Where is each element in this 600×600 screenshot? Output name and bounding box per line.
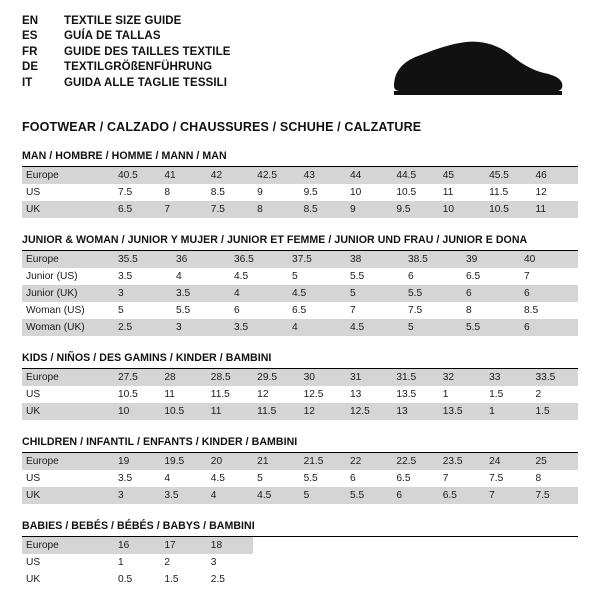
row-label: US [22, 554, 114, 571]
table-row [22, 453, 578, 470]
cell: 4.5 [230, 268, 288, 285]
section-title-junior-woman: JUNIOR & WOMAN / JUNIOR Y MUJER / JUNIOR ET FEMME / JUNIOR UND FRAU / JUNIOR E DONA [22, 234, 578, 251]
cell: 43 [300, 167, 346, 184]
language-code-fr: FR [22, 45, 38, 58]
cell: 24 [485, 453, 531, 470]
table-row [22, 369, 578, 386]
cell-empty [300, 537, 346, 554]
cell-empty [300, 554, 346, 571]
cell: 30 [300, 369, 346, 386]
cell: 7 [346, 302, 404, 319]
row-label: Europe [22, 251, 114, 268]
cell: 44.5 [392, 167, 438, 184]
table-row [22, 302, 578, 319]
cell: 17 [160, 537, 206, 554]
footwear-section-title: FOOTWEAR / CALZADO / CHAUSSURES / SCHUHE / CALZATURE [22, 120, 422, 134]
table-row [22, 571, 578, 588]
table-row [22, 386, 578, 403]
cell: 45.5 [485, 167, 531, 184]
cell: 5 [288, 268, 346, 285]
section-babies [22, 520, 578, 588]
cell: 37.5 [288, 251, 346, 268]
cell: 7.5 [404, 302, 462, 319]
cell-empty [485, 537, 531, 554]
language-row-de [22, 60, 231, 75]
cell: 7.5 [114, 184, 160, 201]
language-title-it: GUIDA ALLE TAGLIE TESSILI [64, 76, 228, 89]
cell: 9.5 [300, 184, 346, 201]
cell: 22.5 [392, 453, 438, 470]
cell: 6 [392, 487, 438, 504]
section-title-babies: BABIES / BEBÉS / BÉBÉS / BABYS / BAMBINI [22, 520, 578, 537]
cell: 8.5 [300, 201, 346, 218]
cell: 5 [300, 487, 346, 504]
cell: 1.5 [160, 571, 206, 588]
cell: 36 [172, 251, 230, 268]
table-row [22, 537, 578, 554]
cell: 12 [253, 386, 299, 403]
cell: 1 [485, 403, 531, 420]
cell: 5.5 [172, 302, 230, 319]
cell: 13.5 [392, 386, 438, 403]
cell: 6.5 [288, 302, 346, 319]
language-code-es: ES [22, 30, 38, 43]
row-label: Woman (UK) [22, 319, 114, 336]
cell: 12.5 [346, 403, 392, 420]
cell: 4.5 [253, 487, 299, 504]
cell: 23.5 [439, 453, 485, 470]
cell: 44 [346, 167, 392, 184]
cell: 6 [520, 319, 578, 336]
language-code-it: IT [22, 76, 33, 89]
cell: 32 [439, 369, 485, 386]
cell: 12 [300, 403, 346, 420]
cell: 5.5 [300, 470, 346, 487]
cell: 8 [253, 201, 299, 218]
section-junior-woman [22, 234, 578, 336]
cell: 42 [207, 167, 253, 184]
cell: 9 [346, 201, 392, 218]
cell: 13 [392, 403, 438, 420]
cell: 42.5 [253, 167, 299, 184]
cell: 11.5 [253, 403, 299, 420]
cell-empty [346, 554, 392, 571]
language-row-it [22, 76, 231, 91]
section-title-kids: KIDS / NIÑOS / DES GAMINS / KINDER / BAMBINI [22, 352, 578, 369]
size-table-children [22, 453, 578, 504]
row-label: Europe [22, 537, 114, 554]
size-table-babies [22, 537, 578, 588]
cell: 1 [114, 554, 160, 571]
language-list [22, 14, 231, 91]
language-title-en: TEXTILE SIZE GUIDE [64, 15, 182, 27]
cell: 1.5 [485, 386, 531, 403]
size-table-kids [22, 369, 578, 420]
dress-shoe-icon [388, 32, 568, 107]
language-row-en [22, 14, 231, 29]
cell: 9.5 [392, 201, 438, 218]
table-row [22, 167, 578, 184]
row-label: Woman (US) [22, 302, 114, 319]
cell: 7.5 [485, 470, 531, 487]
cell: 8.5 [520, 302, 578, 319]
section-title-children: CHILDREN / INFANTIL / ENFANTS / KINDER / BAMBINI [22, 436, 578, 453]
row-label: Europe [22, 453, 114, 470]
cell: 4 [207, 487, 253, 504]
row-label: Junior (US) [22, 268, 114, 285]
cell: 5 [346, 285, 404, 302]
cell: 5 [404, 319, 462, 336]
cell: 1.5 [532, 403, 578, 420]
cell: 10.5 [485, 201, 531, 218]
cell-empty [346, 571, 392, 588]
cell: 4.5 [288, 285, 346, 302]
cell: 4.5 [207, 470, 253, 487]
cell: 5.5 [462, 319, 520, 336]
table-row [22, 268, 578, 285]
cell: 7.5 [207, 201, 253, 218]
cell: 5.5 [404, 285, 462, 302]
cell: 41 [160, 167, 206, 184]
table-row [22, 184, 578, 201]
cell-empty [532, 537, 578, 554]
section-kids [22, 352, 578, 420]
row-label: UK [22, 201, 114, 218]
cell: 40 [520, 251, 578, 268]
cell: 4 [230, 285, 288, 302]
cell: 6 [462, 285, 520, 302]
cell: 8 [532, 470, 578, 487]
cell: 40.5 [114, 167, 160, 184]
cell: 3.5 [172, 285, 230, 302]
cell: 11.5 [207, 386, 253, 403]
cell-empty [485, 554, 531, 571]
cell-empty [300, 571, 346, 588]
cell: 46 [532, 167, 578, 184]
table-row [22, 403, 578, 420]
document-header [22, 14, 578, 107]
table-row [22, 201, 578, 218]
cell: 12 [532, 184, 578, 201]
cell: 45 [439, 167, 485, 184]
cell: 16 [114, 537, 160, 554]
cell: 19.5 [160, 453, 206, 470]
cell: 3.5 [160, 487, 206, 504]
cell: 36.5 [230, 251, 288, 268]
cell: 22 [346, 453, 392, 470]
size-table-junior-woman [22, 251, 578, 336]
cell: 3 [114, 285, 172, 302]
section-man [22, 150, 578, 218]
cell: 11 [207, 403, 253, 420]
cell: 18 [207, 537, 253, 554]
cell: 8 [160, 184, 206, 201]
cell: 0.5 [114, 571, 160, 588]
cell-empty [439, 537, 485, 554]
language-title-es: GUÍA DE TALLAS [64, 30, 161, 43]
language-title-fr: GUIDE DES TAILLES TEXTILE [64, 45, 231, 58]
cell-empty [532, 554, 578, 571]
cell: 3.5 [114, 470, 160, 487]
cell: 11 [532, 201, 578, 218]
cell: 11 [439, 184, 485, 201]
cell: 33 [485, 369, 531, 386]
cell: 13 [346, 386, 392, 403]
cell-empty [439, 554, 485, 571]
cell: 10 [346, 184, 392, 201]
cell: 2.5 [114, 319, 172, 336]
cell: 5.5 [346, 268, 404, 285]
cell: 39 [462, 251, 520, 268]
cell: 27.5 [114, 369, 160, 386]
row-label: US [22, 184, 114, 201]
cell: 10 [439, 201, 485, 218]
cell: 8 [462, 302, 520, 319]
cell: 7 [439, 470, 485, 487]
cell: 6.5 [392, 470, 438, 487]
cell: 3.5 [230, 319, 288, 336]
cell: 3 [114, 487, 160, 504]
cell: 10.5 [160, 403, 206, 420]
language-code-en: EN [22, 15, 39, 27]
cell: 19 [114, 453, 160, 470]
language-row-fr [22, 45, 231, 60]
cell: 9 [253, 184, 299, 201]
row-label: UK [22, 571, 114, 588]
cell: 3 [172, 319, 230, 336]
cell: 7 [485, 487, 531, 504]
row-label: Europe [22, 369, 114, 386]
cell: 11 [160, 386, 206, 403]
cell: 5.5 [346, 487, 392, 504]
cell-empty [392, 571, 438, 588]
cell: 31 [346, 369, 392, 386]
language-code-de: DE [22, 61, 39, 74]
cell: 4 [160, 470, 206, 487]
cell: 7 [160, 201, 206, 218]
cell: 21.5 [300, 453, 346, 470]
cell: 3.5 [114, 268, 172, 285]
row-label: US [22, 386, 114, 403]
cell: 10.5 [114, 386, 160, 403]
cell: 21 [253, 453, 299, 470]
cell-empty [392, 537, 438, 554]
cell-empty [532, 571, 578, 588]
table-row [22, 251, 578, 268]
cell: 4 [172, 268, 230, 285]
row-label: Europe [22, 167, 114, 184]
cell: 28.5 [207, 369, 253, 386]
cell: 33.5 [532, 369, 578, 386]
table-row [22, 470, 578, 487]
cell: 5 [114, 302, 172, 319]
cell: 4 [288, 319, 346, 336]
cell: 11.5 [485, 184, 531, 201]
cell-empty [346, 537, 392, 554]
cell: 2 [160, 554, 206, 571]
language-title-de: TEXTILGRÖßENFÜHRUNG [64, 61, 213, 74]
cell: 6.5 [439, 487, 485, 504]
row-label: UK [22, 487, 114, 504]
section-title-man: MAN / HOMBRE / HOMME / MANN / MAN [22, 150, 578, 167]
size-table-man [22, 167, 578, 218]
cell: 4.5 [346, 319, 404, 336]
cell: 6.5 [114, 201, 160, 218]
cell: 6.5 [462, 268, 520, 285]
cell: 6 [404, 268, 462, 285]
cell: 3 [207, 554, 253, 571]
cell: 13.5 [439, 403, 485, 420]
cell: 38 [346, 251, 404, 268]
cell: 2.5 [207, 571, 253, 588]
cell-empty [392, 554, 438, 571]
cell: 35.5 [114, 251, 172, 268]
cell-empty [485, 571, 531, 588]
language-row-es [22, 29, 231, 44]
section-children [22, 436, 578, 504]
table-row [22, 319, 578, 336]
cell-empty [253, 537, 299, 554]
cell-empty [439, 571, 485, 588]
cell: 10 [114, 403, 160, 420]
table-row [22, 554, 578, 571]
row-label: UK [22, 403, 114, 420]
cell: 38.5 [404, 251, 462, 268]
cell: 7 [520, 268, 578, 285]
cell: 10.5 [392, 184, 438, 201]
cell: 7.5 [532, 487, 578, 504]
cell: 6 [520, 285, 578, 302]
cell-empty [253, 554, 299, 571]
row-label: Junior (UK) [22, 285, 114, 302]
cell: 28 [160, 369, 206, 386]
cell: 2 [532, 386, 578, 403]
cell: 31.5 [392, 369, 438, 386]
row-label: US [22, 470, 114, 487]
table-row [22, 285, 578, 302]
cell: 1 [439, 386, 485, 403]
table-row [22, 487, 578, 504]
cell: 6 [346, 470, 392, 487]
cell-empty [253, 571, 299, 588]
cell: 20 [207, 453, 253, 470]
cell: 8.5 [207, 184, 253, 201]
cell: 12.5 [300, 386, 346, 403]
cell: 5 [253, 470, 299, 487]
cell: 6 [230, 302, 288, 319]
cell: 29.5 [253, 369, 299, 386]
cell: 25 [532, 453, 578, 470]
